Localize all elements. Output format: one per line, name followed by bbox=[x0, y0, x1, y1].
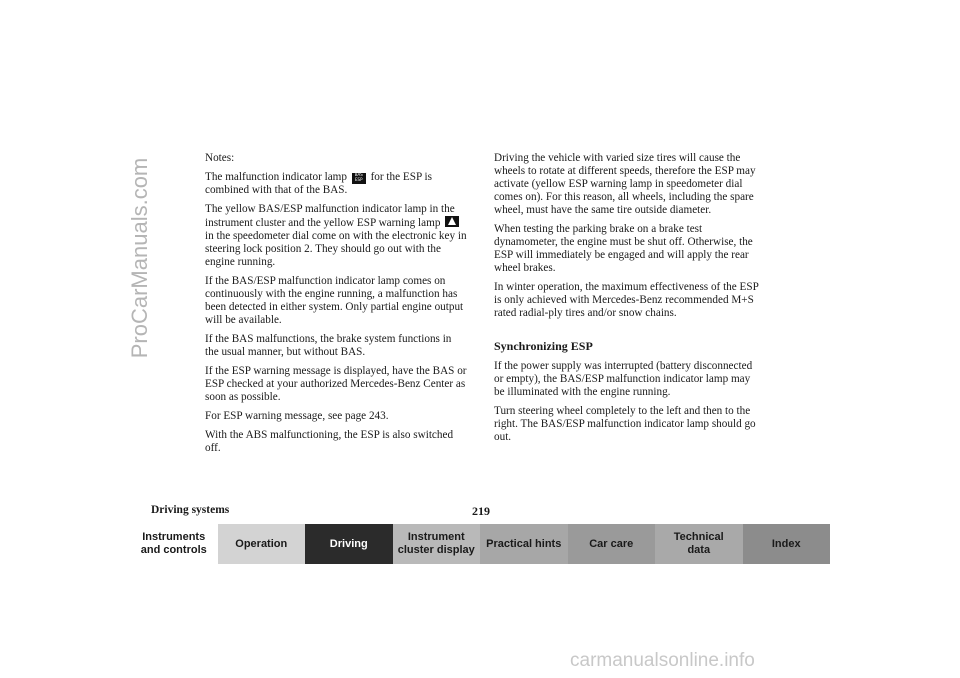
bas-esp-lamp-icon: BAS ESP bbox=[352, 173, 366, 184]
section-title: Driving systems bbox=[151, 504, 230, 516]
paragraph-esp-warning: If the ESP warning message is displayed, have the BAS or ESP checked at your authorized Mercedes-Benz Center as soon as possible. bbox=[205, 365, 467, 404]
nav-tab-car-care[interactable]: Car care bbox=[568, 524, 656, 564]
paragraph-turn-wheel: Turn steering wheel completely to the left and then to the right. The BAS/ESP malfunction indicator lamp should go out. bbox=[494, 405, 756, 443]
page-number: 219 bbox=[472, 504, 490, 518]
side-watermark: ProCarManuals.com bbox=[127, 157, 152, 359]
paragraph-yellow-lamps bbox=[205, 203, 467, 269]
section-heading-synchronizing: Synchronizing ESP bbox=[494, 339, 593, 353]
esp-warning-lamp-icon bbox=[445, 216, 459, 227]
nav-tab-driving[interactable]: Driving bbox=[305, 524, 393, 564]
paragraph-varied-tires: Driving the vehicle with varied size tires will cause the wheels to rotate at different speeds, therefore the ESP may activate (yellow ESP warning lamp in speedometer dial comes on). For this reason, all wheels, including the spare wheel, must have the same tire outside diameter. bbox=[494, 152, 756, 216]
paragraph-text: in the speedometer dial come on with the electronic key in steering lock position 2. They should go out with the engine running. bbox=[205, 230, 467, 269]
paragraph-power-supply: If the power supply was interrupted (battery disconnected or empty), the BAS/ESP malfunction indicator lamp may be illuminated with the engine running. bbox=[494, 360, 753, 398]
nav-tab-practical-hints[interactable]: Practical hints bbox=[480, 524, 568, 564]
paragraph-text: for the ESP is combined with that of the BAS. bbox=[205, 171, 433, 197]
paragraph-abs-malfunction: With the ABS malfunctioning, the ESP is also switched off. bbox=[205, 429, 454, 455]
paragraph-winter-operation: In winter operation, the maximum effectiveness of the ESP is only achieved with Mercedes-Benz recommended M+S rated radial-ply tires and/or snow chains. bbox=[494, 281, 759, 319]
paragraph-bas-malfunction: If the BAS malfunctions, the brake system functions in the usual manner, but without BAS. bbox=[205, 333, 452, 359]
paragraph-text: The yellow BAS/ESP malfunction indicator lamp in the instrument cluster and the yellow ESP warning lamp bbox=[205, 203, 455, 230]
chapter-nav-bar bbox=[130, 524, 830, 564]
nav-tab-operation[interactable]: Operation bbox=[218, 524, 306, 564]
right-column bbox=[494, 152, 760, 450]
paragraph-see-page: For ESP warning message, see page 243. bbox=[205, 410, 389, 423]
notes-heading: Notes: bbox=[205, 152, 235, 164]
paragraph-continuous-lamp: If the BAS/ESP malfunction indicator lamp comes on continuously with the engine running, a malfunction has been detected in either system. Only partial engine output will be available. bbox=[205, 275, 464, 327]
nav-tab-index[interactable]: Index bbox=[743, 524, 831, 564]
paragraph-text: The malfunction indicator lamp bbox=[205, 171, 347, 183]
nav-tab-instrument-cluster-display[interactable]: Instrument cluster display bbox=[393, 524, 481, 564]
left-column bbox=[205, 152, 467, 461]
paragraph-lamp-combined bbox=[205, 171, 467, 197]
bottom-watermark: carmanualsonline.info bbox=[570, 650, 755, 671]
paragraph-brake-test: When testing the parking brake on a brake test dynamometer, the engine must be shut off. Otherwise, the ESP will immediately be engaged and will apply the rear wheel brakes. bbox=[494, 223, 753, 274]
nav-tab-instruments-and-controls[interactable]: Instruments and controls bbox=[130, 524, 218, 564]
nav-tab-technical-data[interactable]: Technical data bbox=[655, 524, 743, 564]
